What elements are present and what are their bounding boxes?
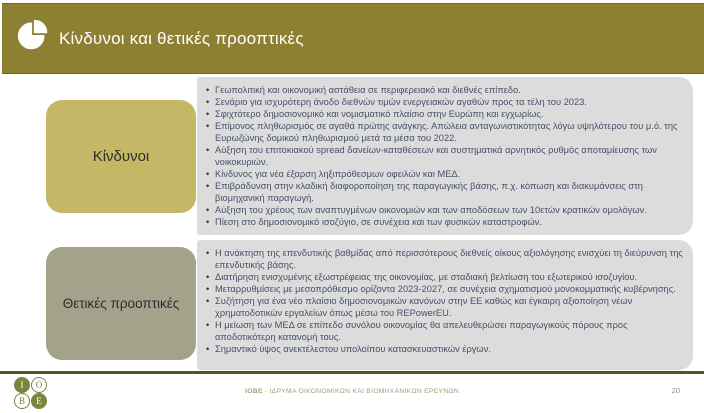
bullet-item: • Η ανάκτηση της επενδυτικής βαθμίδας από περισσότερους διεθνείς οίκους αξιολόγησης ενισχύει τη διεύρυνση της επενδυτικής βάσης. bbox=[206, 247, 683, 271]
slide-title: Κίνδυνοι και θετικές προοπτικές bbox=[59, 28, 304, 48]
footer-org-acronym: ΙΟΒΕ bbox=[245, 388, 263, 395]
risks-label: Κίνδυνοι bbox=[92, 148, 150, 165]
bullet-item: • Αύξηση του επιτοκιακού spread δανείων-καταθέσεων και συστηματικά αρνητικός ρυθμός αποταμίευσης των νοικοκυριών. bbox=[206, 144, 683, 168]
risks-content-box bbox=[197, 77, 693, 235]
bullet-item: • Συζήτηση για ένα νέο πλαίσιο δημοσιονομικών κανόνων στην ΕΕ καθώς και έγκαιρη αξιοποίηση νέων χρηματοδοτικών εργαλείων όπως μέσω του REPowerEU. bbox=[206, 295, 683, 319]
page-number: 20 bbox=[671, 386, 680, 395]
bullet-item: • Πίεση στο δημοσιονομικό ισοζύγιο, σε συνέχεια και των φυσικών καταστροφών. bbox=[206, 216, 683, 228]
bullet-item: • Η μείωση των ΜΕΔ σε επίπεδο συνόλου οικονομίας θα απελευθερώσει παραγωγικούς πόρους προς αποδοτικότερη κατανομή τους. bbox=[206, 319, 683, 343]
bullet-item: • Κίνδυνος για νέα έξαρση ληξιπρόθεσμων οφειλών και ΜΕΔ. bbox=[206, 168, 683, 180]
slide-header bbox=[2, 3, 704, 74]
bullet-item: • Διατήρηση ενισχυμένης εξωστρέφειας της οικονομίας, με σταδιακή βελτίωση του εξωτερικού ισοζυγίου. bbox=[206, 271, 683, 283]
positives-label: Θετικές προοπτικές bbox=[62, 296, 180, 311]
logo-letter-b: Β bbox=[14, 393, 30, 409]
bullet-item: • Σενάριο για ισχυρότερη άνοδο διεθνών τιμών ενεργειακών αγαθών προς τα τέλη του 2023. bbox=[206, 96, 683, 108]
pie-chart-icon bbox=[17, 19, 49, 51]
bullet-item: • Γεωπολιτική και οικονομική αστάθεια σε περιφερειακό και διεθνές επίπεδο. bbox=[206, 84, 683, 96]
bullet-item: • Σημαντικό ύψος ανεκτέλεστου υπολοίπου κατασκευαστικών έργων. bbox=[206, 343, 683, 355]
risks-bullet-list bbox=[197, 77, 693, 233]
bullet-item: • Σφιχτότερο δημοσιονομικό και νομισματικό πλαίσιο στην Ευρώπη και εγχωρίως. bbox=[206, 108, 683, 120]
positives-bullet-list bbox=[197, 240, 693, 360]
logo-letter-e: Ε bbox=[31, 393, 47, 409]
positives-content-box bbox=[197, 240, 693, 370]
risks-label-box bbox=[46, 100, 196, 213]
positives-label-box bbox=[46, 247, 196, 360]
bullet-item: • Μεταρρυθμίσεις με μεσοπρόθεσμο ορίζοντα 2023-2027, σε συνέχεια σχηματισμού μονοκομματικής κυβέρνησης. bbox=[206, 283, 683, 295]
logo-letter-o: Ο bbox=[31, 377, 47, 393]
bullet-item: • Επίμονος πληθωρισμός σε αγαθά πρώτης ανάγκης. Απώλεια ανταγωνιστικότητας λόγω υψηλότερου του μ.ό. της Ευρωζώνης δομικού πληθωρισμού μετά τα μέσα του 2022. bbox=[206, 120, 683, 144]
footer-org-name: - ΙΔΡΥΜΑ ΟΙΚΟΝΟΜΙΚΩΝ ΚΑΙ ΒΙΟΜΗΧΑΝΙΚΩΝ ΕΡΕΥΝΩΝ bbox=[262, 388, 459, 395]
footer-org-text bbox=[0, 388, 704, 395]
logo-letter-i: Ι bbox=[14, 377, 30, 393]
bullet-item: • Αύξηση του χρέους των αναπτυγμένων οικονομιών και των αποδόσεων των 10ετών κρατικών ομολόγων. bbox=[206, 204, 683, 216]
slide-footer bbox=[0, 374, 704, 413]
bullet-item: • Επιβράδυνση στην κλαδική διαφοροποίηση της παραγωγικής βάσης, π.χ. κόπωση και διακυμάνσεις στη βιομηχανική παραγωγή. bbox=[206, 180, 683, 204]
